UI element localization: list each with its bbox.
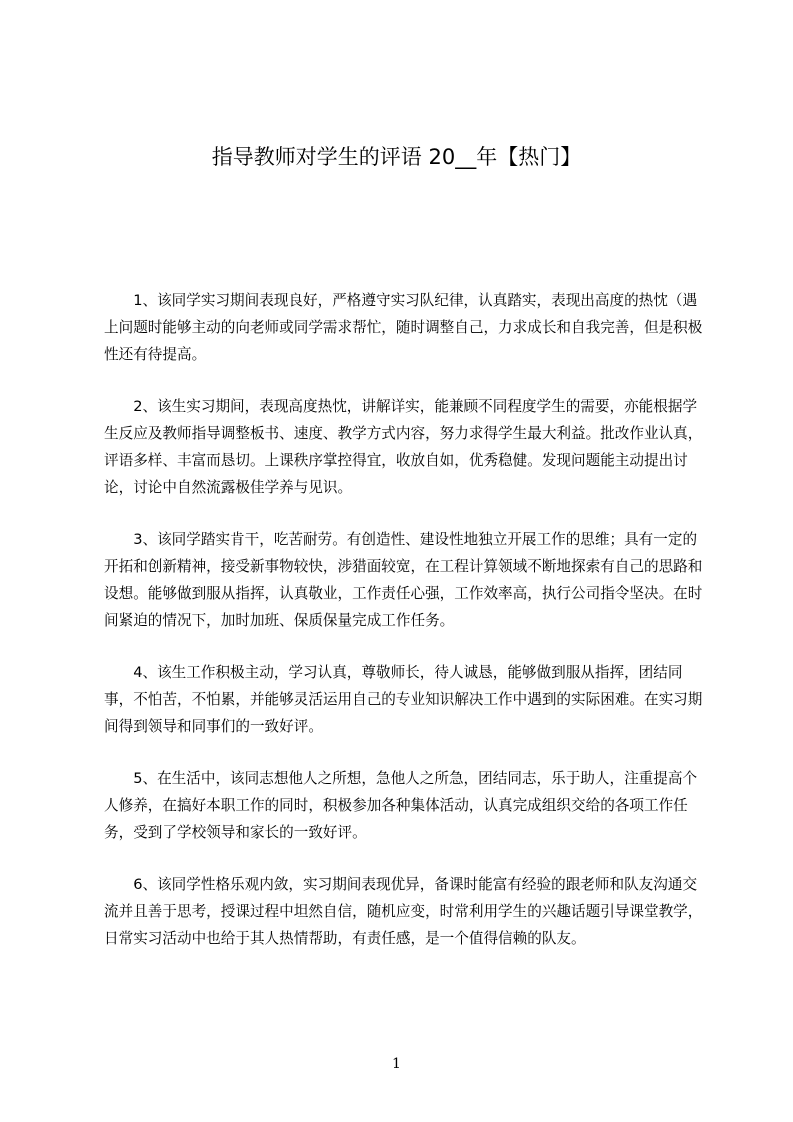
- paragraph-6: 6、该同学性格乐观内敛，实习期间表现优异，备课时能富有经验的跟老师和队友沟通交流并且善于思考，授课过程中坦然自信，随机应变，时常利用学生的兴趣话题引导课堂教学，日常实习活动中也给于其人热情帮助，有责任感，是一个值得信赖的队友。: [104, 876, 703, 947]
- paragraph-2: 2、该生实习期间，表现高度热忱，讲解详实，能兼顾不同程度学生的需要，亦能根据学生反应及教师指导调整板书、速度、教学方式内容，努力求得学生最大利益。批改作业认真，评语多样、丰富而恳切。上课秩序掌控得宜，收放自如，优秀稳健。发现问题能主动提出讨论，讨论中自然流露极佳学养与见识。: [104, 398, 703, 496]
- paragraph-1: 1、该同学实习期间表现良好，严格遵守实习队纪律，认真踏实，表现出高度的热忱（遇上问题时能够主动的向老师或同学需求帮忙，随时调整自己，力求成长和自我完善，但是积极性还有待提高。: [104, 292, 703, 363]
- document-title: 指导教师对学生的评语 20__年【热门】: [211, 145, 582, 169]
- paragraph-3: 3、该同学踏实肯干，吃苦耐劳。有创造性、建设性地独立开展工作的思维；具有一定的开拓和创新精神，接受新事物较快，涉猎面较宽，在工程计算领域不断地探索有自己的思路和设想。能够做到服从指挥，认真敬业，工作责任心强，工作效率高，执行公司指令坚决。在时间紧迫的情况下，加时加班、保质保量完成工作任务。: [104, 531, 703, 629]
- paragraph-4: 4、该生工作积极主动，学习认真，尊敬师长，待人诚恳，能够做到服从指挥，团结同事，不怕苦，不怕累，并能够灵活运用自己的专业知识解决工作中遇到的实际困难。在实习期间得到领导和同事们的一致好评。: [104, 664, 703, 735]
- paragraph-5: 5、在生活中，该同志想他人之所想，急他人之所急，团结同志，乐于助人，注重提高个人修养，在搞好本职工作的同时，积极参加各种集体活动，认真完成组织交给的各项工作任务，受到了学校领导和家长的一致好评。: [104, 770, 698, 841]
- document-body: [104, 287, 710, 977]
- page-number: 1: [392, 1056, 401, 1072]
